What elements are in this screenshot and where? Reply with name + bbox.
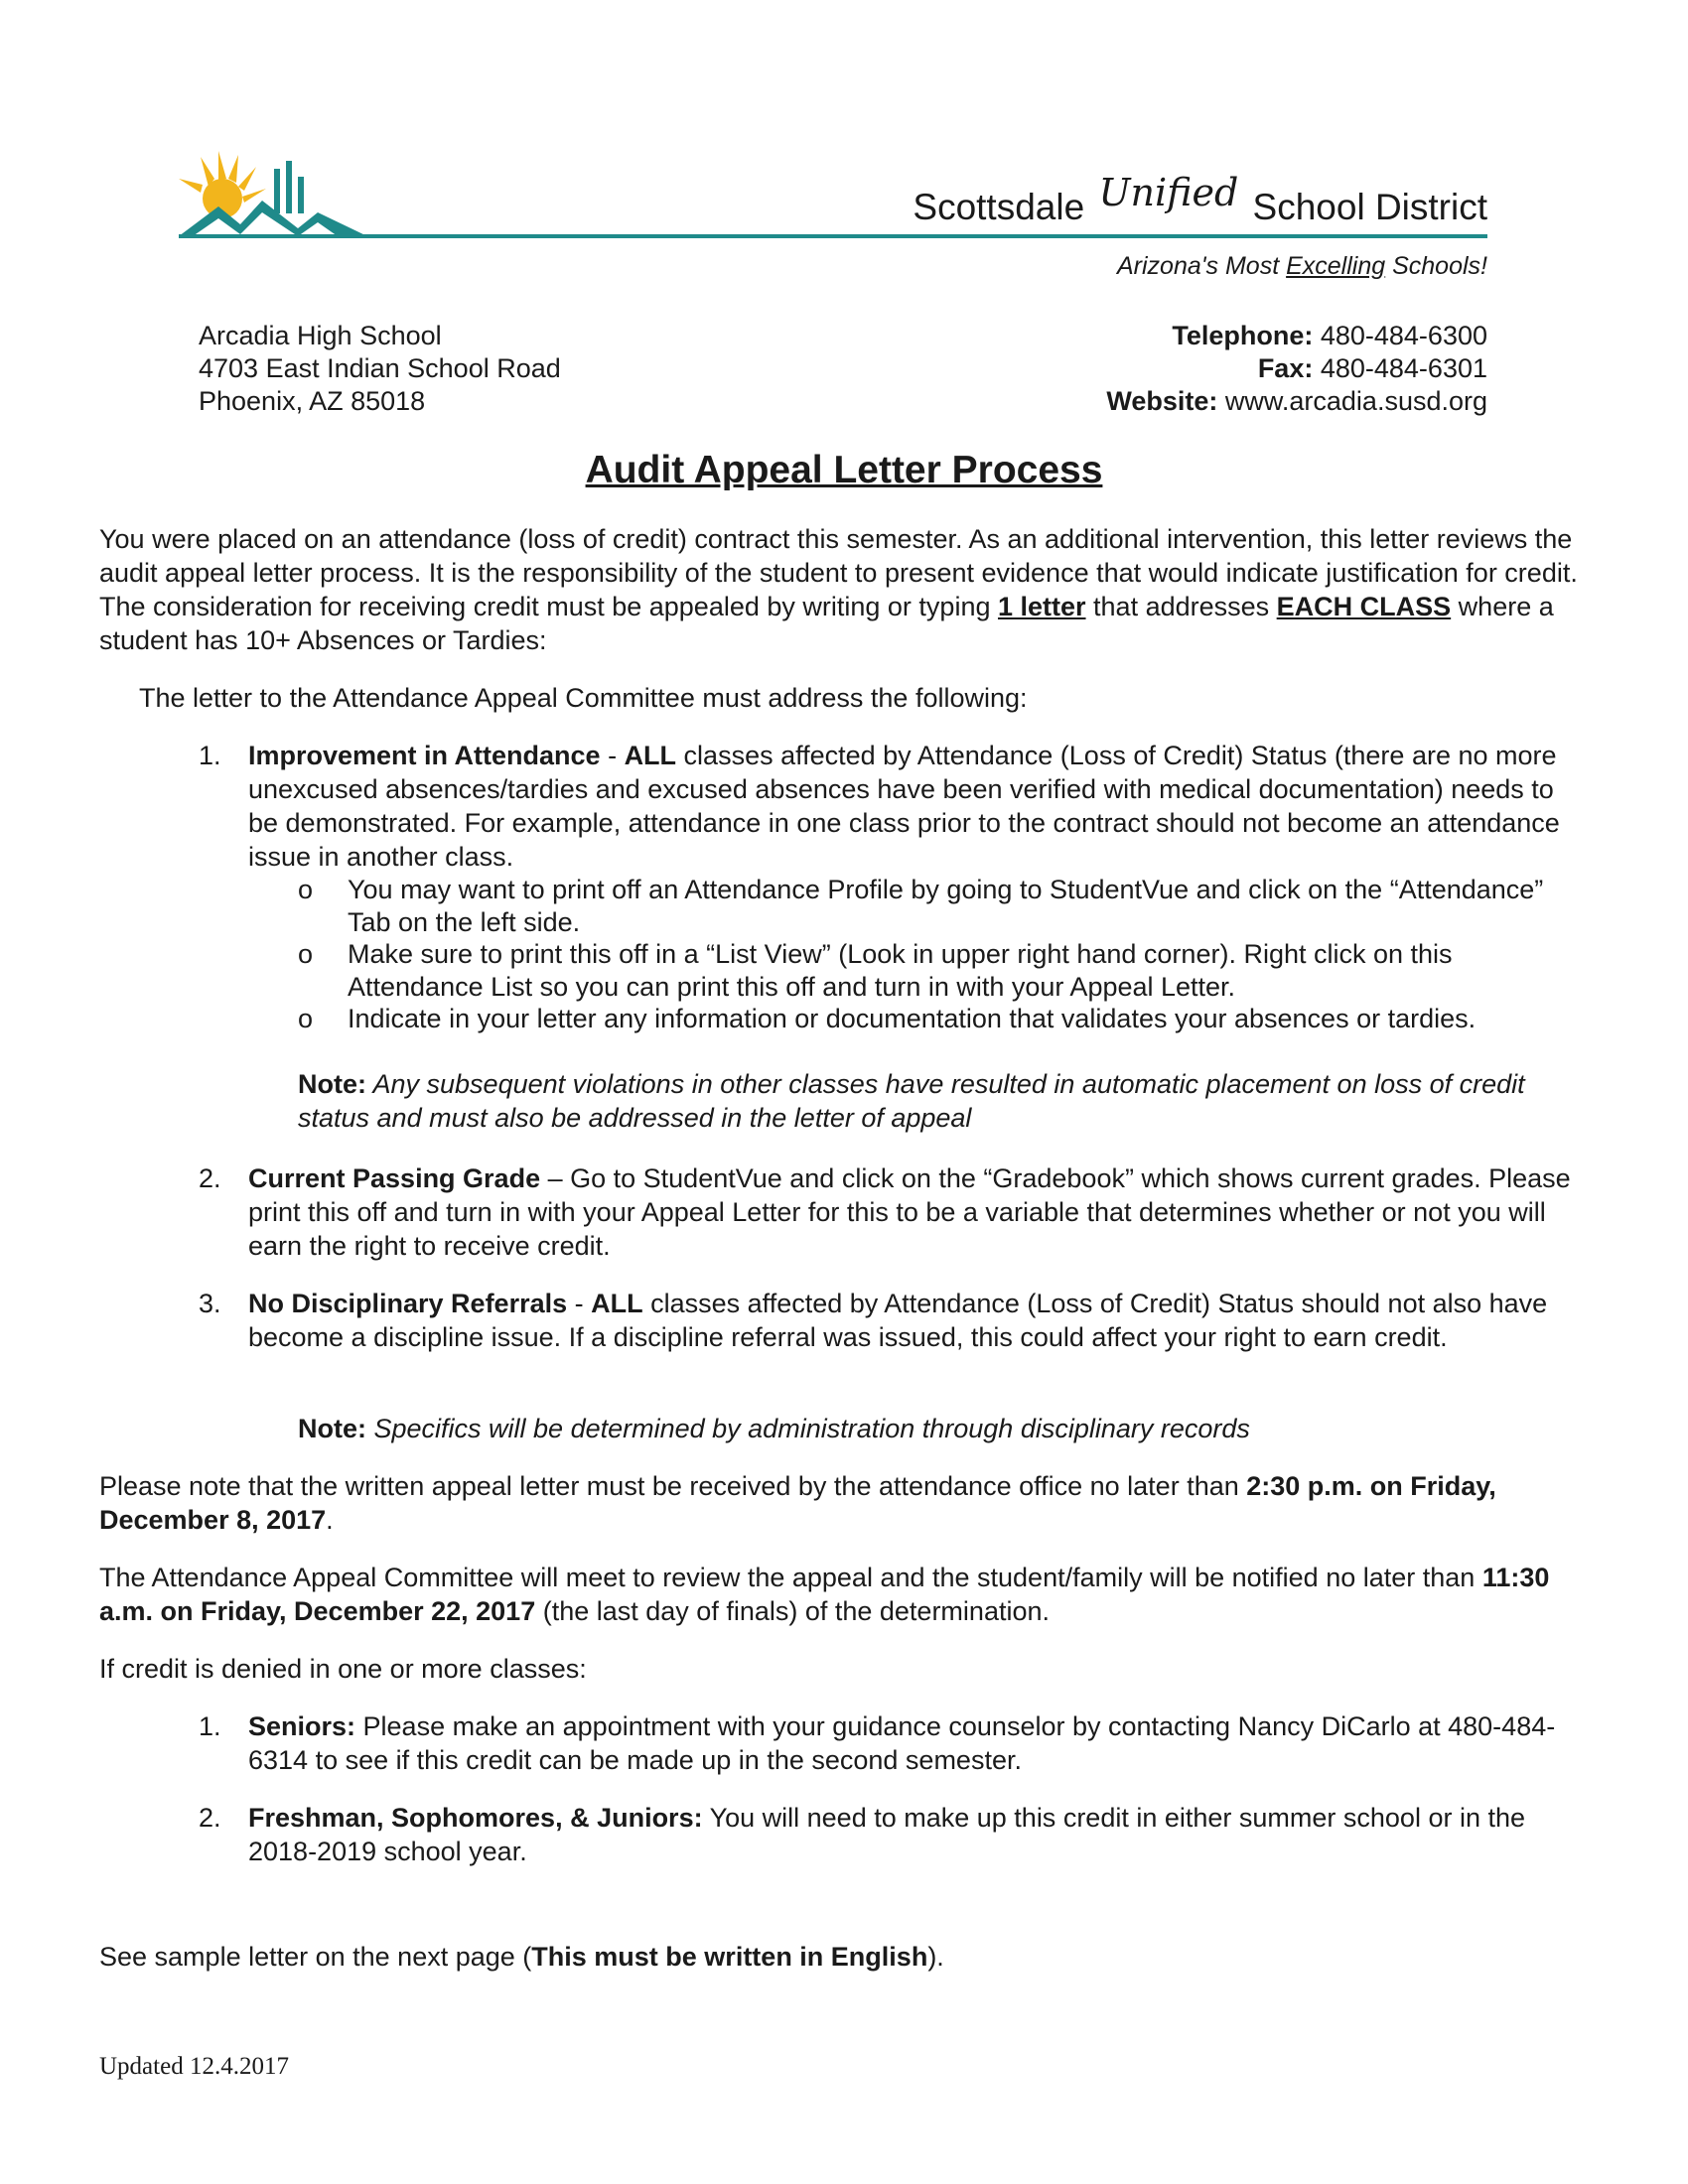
committee-text-a: The Attendance Appeal Committee will meet to review the appeal and the student/family will be notified no later than (99, 1563, 1482, 1592)
sample-emph: This must be written in English (531, 1942, 928, 1972)
note-label: Note: (298, 1414, 366, 1443)
bullet-marker: o (298, 1004, 314, 1033)
intro-emph-one-letter: 1 letter (997, 592, 1086, 621)
requirement-heading: No Disciplinary Referrals (248, 1289, 568, 1318)
intro-text-b: that addresses (1085, 592, 1277, 621)
requirement-body: classes affected by Attendance (Loss of Credit) Status (there are no more unexcused absences/tardies and excused absences have been verified with medical documentation) needs to be demonstrated. For example, attendance in one class prior to the contract should not become an attendance issue in another class. (248, 741, 1560, 872)
requirement-sep: - (600, 741, 625, 770)
denied-heading: Freshman, Sophomores, & Juniors: (248, 1803, 703, 1833)
requirement-body: – Go to StudentVue and click on the “Gradebook” which shows current grades. Please print this off and turn in with your Appeal Letter for this to be a variable that determines whether or not you will earn the right to receive credit. (248, 1163, 1571, 1261)
note-label: Note: (298, 1069, 366, 1099)
letterhead-rule (179, 234, 1487, 238)
committee-date: 11:30 a.m. on Friday, December 22, 2017 (99, 1563, 1550, 1626)
district-tagline (1117, 252, 1487, 281)
requirement-all: ALL (591, 1289, 643, 1318)
sample-text-a: See sample letter on the next page ( (99, 1942, 532, 1972)
school-address (199, 320, 561, 418)
tagline-post: Schools! (1385, 252, 1487, 280)
deadline-date: 2:30 p.m. on Friday, December 8, 2017 (99, 1471, 1496, 1535)
school-city: Phoenix, AZ 85018 (199, 386, 426, 416)
telephone-value: 480-484-6300 (1313, 321, 1487, 350)
sample-letter-note (99, 1940, 1589, 1974)
deadline-text-b: . (326, 1505, 334, 1535)
sample-text-b: ). (927, 1942, 944, 1972)
requirement-all: ALL (624, 741, 677, 770)
page-title: Audit Appeal Letter Process (585, 449, 1103, 491)
school-name: Arcadia High School (199, 321, 442, 350)
website-value: www.arcadia.susd.org (1217, 386, 1487, 416)
list-number: 2. (199, 1163, 221, 1193)
district-name-pre: Scottsdale (913, 187, 1085, 227)
tagline-pre: Arizona's Most (1116, 252, 1287, 280)
note-text: Specifics will be determined by administration through disciplinary records (366, 1414, 1250, 1443)
deadline-paragraph (99, 1469, 1589, 1537)
bullet-text: Make sure to print this off in a “List View” (Look in upper right hand corner). Right click on this Attendance List so you can print this off and turn in with your Appeal Letter. (348, 939, 1453, 1002)
list-number: 2. (199, 1803, 221, 1833)
telephone-label: Telephone: (1172, 321, 1314, 350)
bullet-text: You may want to print off an Attendance Profile by going to StudentVue and click on the “Attendance” Tab on the left side. (348, 875, 1544, 937)
note-disciplinary-records (298, 1412, 1589, 1445)
list-number: 1. (199, 741, 221, 770)
denied-body: Please make an appointment with your guidance counselor by contacting Nancy DiCarlo at 480-484-6314 to see if this credit can be made up in the second semester. (248, 1711, 1556, 1775)
requirement-heading: Improvement in Attendance (248, 741, 601, 770)
district-name (913, 171, 1487, 228)
school-street: 4703 East Indian School Road (199, 353, 561, 383)
website-line (1106, 385, 1487, 418)
bullet-marker: o (298, 875, 314, 904)
note-text: Any subsequent violations in other classes have resulted in automatic placement on loss of credit status and must also be addressed in the letter of appeal (298, 1069, 1525, 1133)
denied-heading: Seniors: (248, 1711, 356, 1741)
list-number: 3. (199, 1289, 221, 1318)
denied-text (248, 1709, 1589, 1777)
denied-text (248, 1801, 1589, 1868)
intro-text-a: You were placed on an attendance (loss of credit) contract this semester. As an additional intervention, this letter reviews the audit appeal letter process. It is the responsibility of the student to present evidence that would indicate justification for credit. The consideration for receiving credit must be appealed by writing or typing (99, 524, 1578, 621)
website-label: Website: (1106, 386, 1218, 416)
note-subsequent-violations (298, 1067, 1589, 1135)
requirement-text (248, 1287, 1589, 1354)
requirement-text (248, 1161, 1589, 1263)
denied-body: You will need to make up this credit in either summer school or in the 2018-2019 school year. (248, 1803, 1526, 1866)
intro-emph-each-class: EACH CLASS (1276, 592, 1452, 621)
denied-intro: If credit is denied in one or more classes: (99, 1654, 587, 1684)
bullet-marker: o (298, 939, 314, 969)
fax-label: Fax: (1257, 353, 1314, 383)
list-number: 1. (199, 1711, 221, 1741)
bullet-text: Indicate in your letter any information or documentation that validates your absences or tardies. (348, 1004, 1477, 1033)
committee-text-b: (the last day of finals) of the determination. (535, 1596, 1050, 1626)
tagline-underlined: Excelling (1286, 252, 1386, 280)
school-contacts (1106, 320, 1487, 418)
district-logo-icon (179, 149, 367, 243)
requirement-sep: - (567, 1289, 592, 1318)
committee-intro: The letter to the Attendance Appeal Committee must address the following: (139, 683, 1028, 713)
requirement-text (248, 739, 1589, 874)
district-name-post: School District (1252, 187, 1487, 227)
intro-paragraph (99, 522, 1589, 657)
intro-text-c: where a student has 10+ Absences or Tardies: (99, 592, 1554, 655)
district-name-unified: Unified (1098, 171, 1239, 214)
requirement-heading: Current Passing Grade (248, 1163, 541, 1193)
telephone-line (1106, 320, 1487, 352)
fax-line (1106, 352, 1487, 385)
committee-paragraph (99, 1561, 1589, 1628)
fax-value: 480-484-6301 (1313, 353, 1487, 383)
requirement-body: classes affected by Attendance (Loss of Credit) Status should not also have become a discipline issue. If a discipline referral was issued, this could affect your right to earn credit. (248, 1289, 1548, 1352)
updated-date: Updated 12.4.2017 (99, 2053, 289, 2080)
deadline-text-a: Please note that the written appeal letter must be received by the attendance office no later than (99, 1471, 1247, 1501)
